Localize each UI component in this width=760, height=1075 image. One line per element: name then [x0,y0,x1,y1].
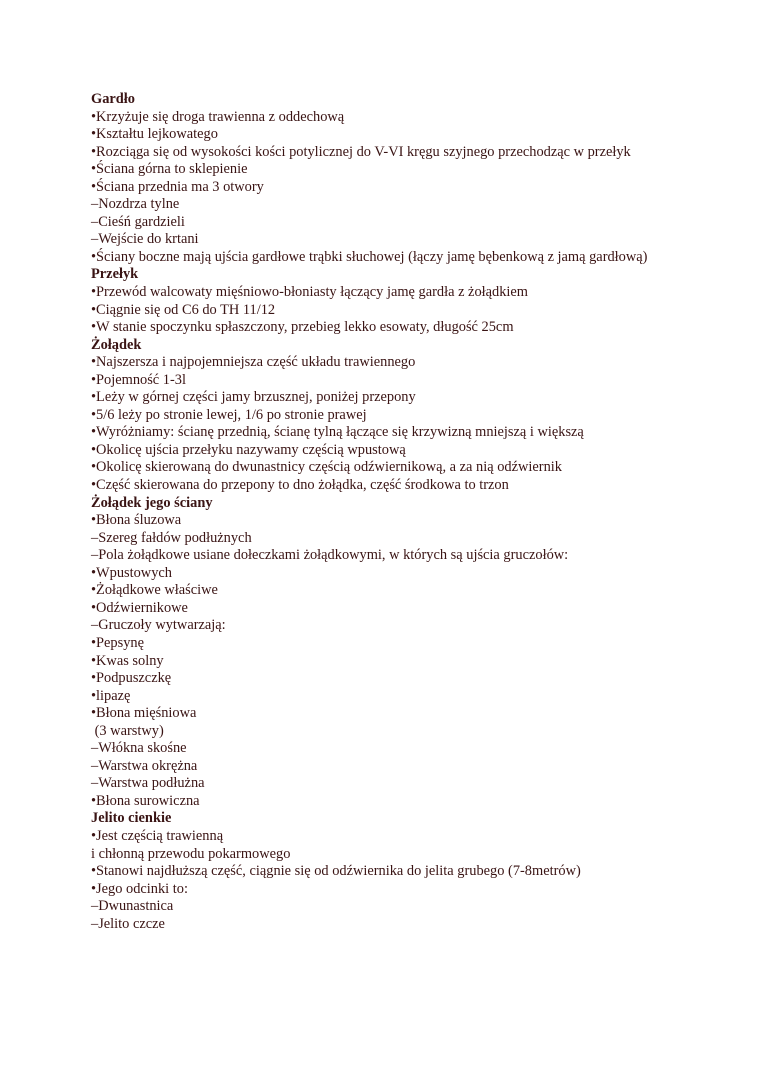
section-heading: Jelito cienkie [91,810,172,827]
text-line: •Ściany boczne mają ujścia gardłowe trąbki słuchowej (łączy jamę bębenkową z jamą gardłową) [91,248,648,265]
text-line: –Warstwa podłużna [91,775,205,792]
text-line: •Ściana górna to sklepienie [91,161,248,178]
text-line: •Ciągnie się od C6 do TH 11/12 [91,301,276,318]
text-line: –Włókna skośne [91,740,187,757]
text-line: •Krzyżuje się droga trawienna z oddechową [91,108,345,125]
text-line: –Gruczoły wytwarzają: [91,617,226,634]
text-line: •Jego odcinki to: [91,880,188,897]
text-line: •Leży w górnej części jamy brzusznej, poniżej przepony [91,389,416,406]
text-line: –Cieśń gardzieli [91,213,185,230]
text-line: •Podpuszczkę [91,670,172,687]
text-line: •Żołądkowe właściwe [91,582,218,599]
text-line: –Nozdrza tylne [91,196,180,213]
text-line: •Przewód walcowaty mięśniowo-błoniasty łączący jamę gardła z żołądkiem [91,284,528,301]
text-line: •Pepsynę [91,634,145,651]
text-line: •Ściana przednia ma 3 otwory [91,178,264,195]
text-line: –Dwunastnica [91,898,174,915]
section-heading: Żołądek [91,336,142,353]
text-line: •Błona surowiczna [91,792,200,809]
text-line: •Kształtu lejkowatego [91,126,218,143]
text-line: i chłonną przewodu pokarmowego [91,845,291,862]
section-heading: Gardło [91,91,135,107]
text-line: –Warstwa okrężna [91,757,198,774]
text-line: •Rozciąga się od wysokości kości potylicznej do V-VI kręgu szyjnego przechodząc w przełyk [91,143,631,160]
text-line: •5/6 leży po stronie lewej, 1/6 po stronie prawej [91,406,367,423]
text-line: •Najszersza i najpojemniejsza część układu trawiennego [91,354,416,371]
text-line: •Stanowi najdłuższą część, ciągnie się od odźwiernika do jelita grubego (7-8metrów) [91,863,581,880]
text-line: •Odźwiernikowe [91,599,188,616]
document-page [91,91,711,933]
text-line: –Jelito czcze [91,915,165,932]
text-line: •Błona mięśniowa [91,705,197,722]
text-line: –Szereg fałdów podłużnych [91,529,252,546]
text-line: (3 warstwy) [91,722,164,739]
text-line: –Wejście do krtani [91,231,199,248]
text-line: •Okolicę ujścia przełyku nazywamy częścią wpustową [91,441,406,458]
section-heading: Przełyk [91,266,139,283]
text-line: •Wyróżniamy: ścianę przednią, ścianę tylną łączące się krzywizną mniejszą i większą [91,424,584,441]
text-line: •Część skierowana do przepony to dno żołądka, część środkowa to trzon [91,477,509,494]
text-line: •Jest częścią trawienną [91,827,224,844]
section-heading: Żołądek jego ściany [91,494,213,511]
text-line: •Wpustowych [91,564,172,581]
text-line: •Pojemność 1-3l [91,371,186,388]
text-line: •Błona śluzowa [91,512,182,529]
text-line: •lipazę [91,687,131,704]
text-line: •Kwas solny [91,652,164,669]
text-line: –Pola żołądkowe usiane dołeczkami żołądkowymi, w których są ujścia gruczołów: [91,547,569,564]
text-line: •W stanie spoczynku spłaszczony, przebieg lekko esowaty, długość 25cm [91,319,514,336]
text-line: •Okolicę skierowaną do dwunastnicy częścią odźwiernikową, a za nią odźwiernik [91,459,562,476]
